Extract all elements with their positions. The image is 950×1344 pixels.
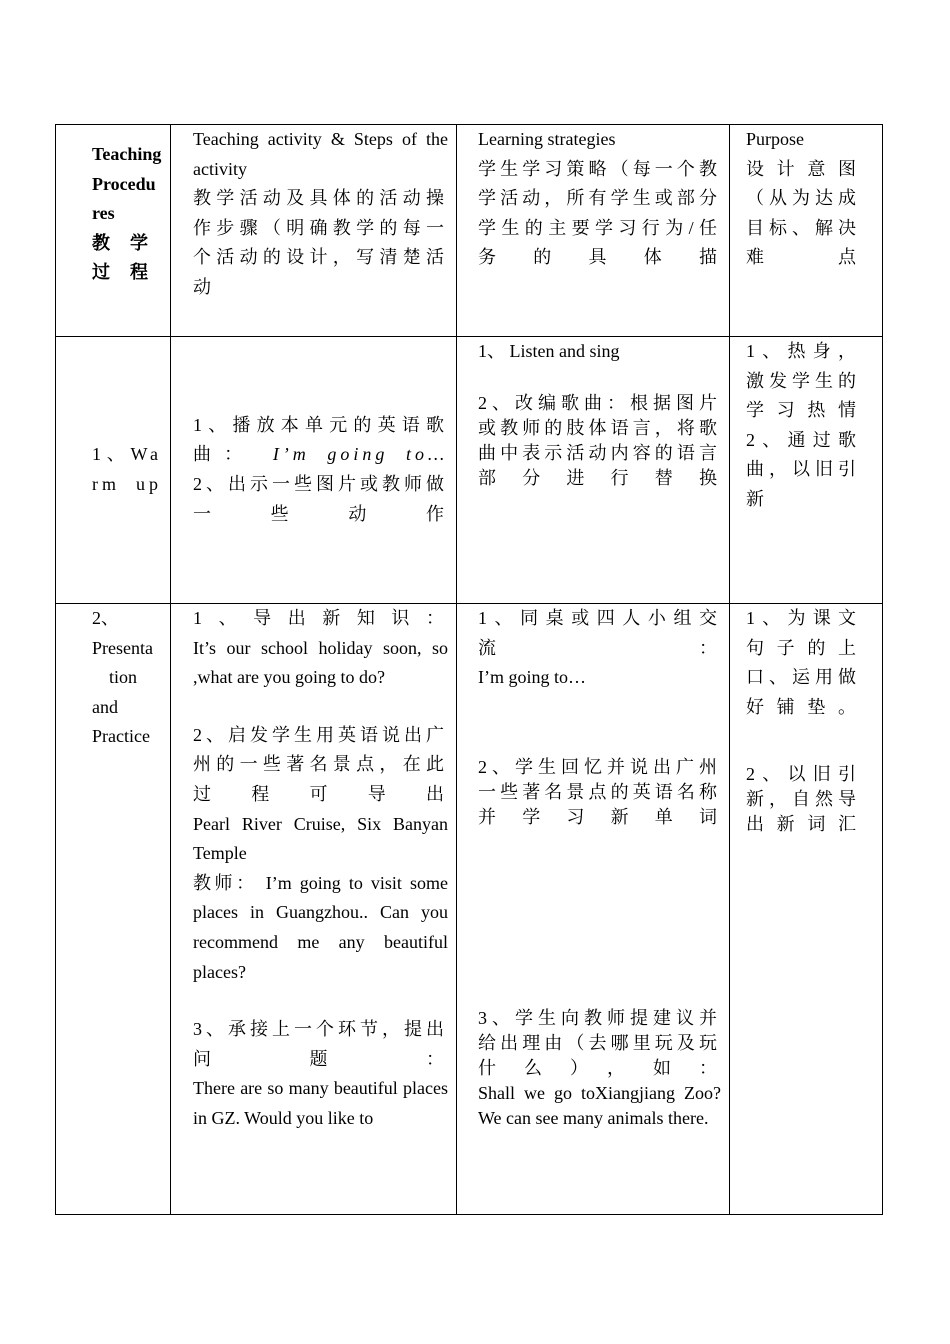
purpose-en: Purpose [746,129,804,149]
header-procedures-cell [56,125,171,337]
presentation-activity-2-teacher: 教师： I’m going to visit some places in Guangzhou.. Can you recommend me any beautiful places? [193,872,448,982]
warmup-row [56,337,883,604]
presentation-stage-word-1b: tion [108,667,137,688]
presentation-activity-3-text: There are so many beautiful places in GZ. Would you like to [193,1078,448,1128]
warmup-strategy-1: 1、 Listen and sing [478,341,620,361]
presentation-stage-word-2: and [92,696,118,717]
presentation-strategy-cell [457,604,730,1215]
warmup-purpose-cell [730,337,883,604]
presentation-stage-word-3: Practice [92,726,150,747]
activity-zh: 教学活动及具体的活动操作步骤（明确教学的每一个活动的设计，写清楚活动 [193,188,448,297]
warmup-activity-1-text: 1、播放本单元的英语歌曲： [193,414,448,465]
presentation-activity-1-head: 1、导出新知识： [193,608,448,628]
warmup-stage-cell [56,337,171,604]
warmup-song-title: I’m going to… [272,444,449,465]
header-row [56,125,883,337]
presentation-purpose-cell [730,604,883,1215]
warmup-stage: 1、Warm up [92,444,162,494]
header-strategies-cell [457,125,730,337]
presentation-purpose-2: 2、以旧引新，自然导出新词汇 [746,764,860,835]
procedures-en: Teaching Procedures [92,144,162,224]
purpose-zh: 设计意图（从为达成目标、解决难点 [746,158,860,268]
warmup-strategy-2: 2、改编歌曲：根据图片或教师的肢体语言，将歌曲中表示活动内容的语言部分进行替换 [478,392,721,488]
warmup-activity-1 [193,411,448,470]
presentation-strategy-2: 2、学生回忆并说出广州一些著名景点的英语名称并学习新单词 [478,756,721,827]
warmup-activity-cell [171,337,457,604]
procedures-zh: 教 学 过 程 [92,232,152,283]
presentation-activity-3-head: 3、承接上一个环节，提出问题： [193,1019,448,1069]
warmup-purpose-1: 1、热身，激发学生的学习热情 [746,341,860,421]
lesson-plan-table [55,124,883,1215]
presentation-activity-1-text: It’s our school holiday soon, so ,what are you going to do? [193,637,448,688]
presentation-stage-word-1: Presenta [92,637,153,658]
presentation-activity-2-places: Pearl River Cruise, Six Banyan Temple [193,813,448,864]
presentation-strategy-3-text: Shall we go toXiangjiang Zoo? We can see many animals there. [478,1082,721,1128]
presentation-strategy-3-head: 3、学生向教师提建议并给出理由（去哪里玩及玩什么），如： [478,1007,721,1078]
header-purpose-cell [730,125,883,337]
header-activity-cell [171,125,457,337]
activity-en: Teaching activity & Steps of the activity [193,129,448,179]
presentation-stage-cell [56,604,171,1215]
presentation-activity-cell [171,604,457,1215]
warmup-purpose-2: 2、通过歌曲，以旧引新 [746,429,860,509]
presentation-row [56,604,883,1215]
presentation-strategy-1-text: I’m going to… [478,667,586,688]
presentation-stage-number: 2、 [92,608,119,628]
strategies-zh: 学生学习策略（每一个教学活动，所有学生或部分学生的主要学习行为/任务的具体描 [478,158,721,268]
strategies-en: Learning strategies [478,129,616,149]
presentation-activity-2-head: 2、启发学生用英语说出广州的一些著名景点，在此过程可导出 [193,724,448,804]
presentation-strategy-1-head: 1、同桌或四人小组交流： [478,608,721,658]
warmup-activity-2: 2、出示一些图片或教师做一些动作 [193,474,448,524]
presentation-purpose-1: 1、为课文句子的上口、运用做好铺垫。 [746,608,860,717]
warmup-strategy-cell [457,337,730,604]
